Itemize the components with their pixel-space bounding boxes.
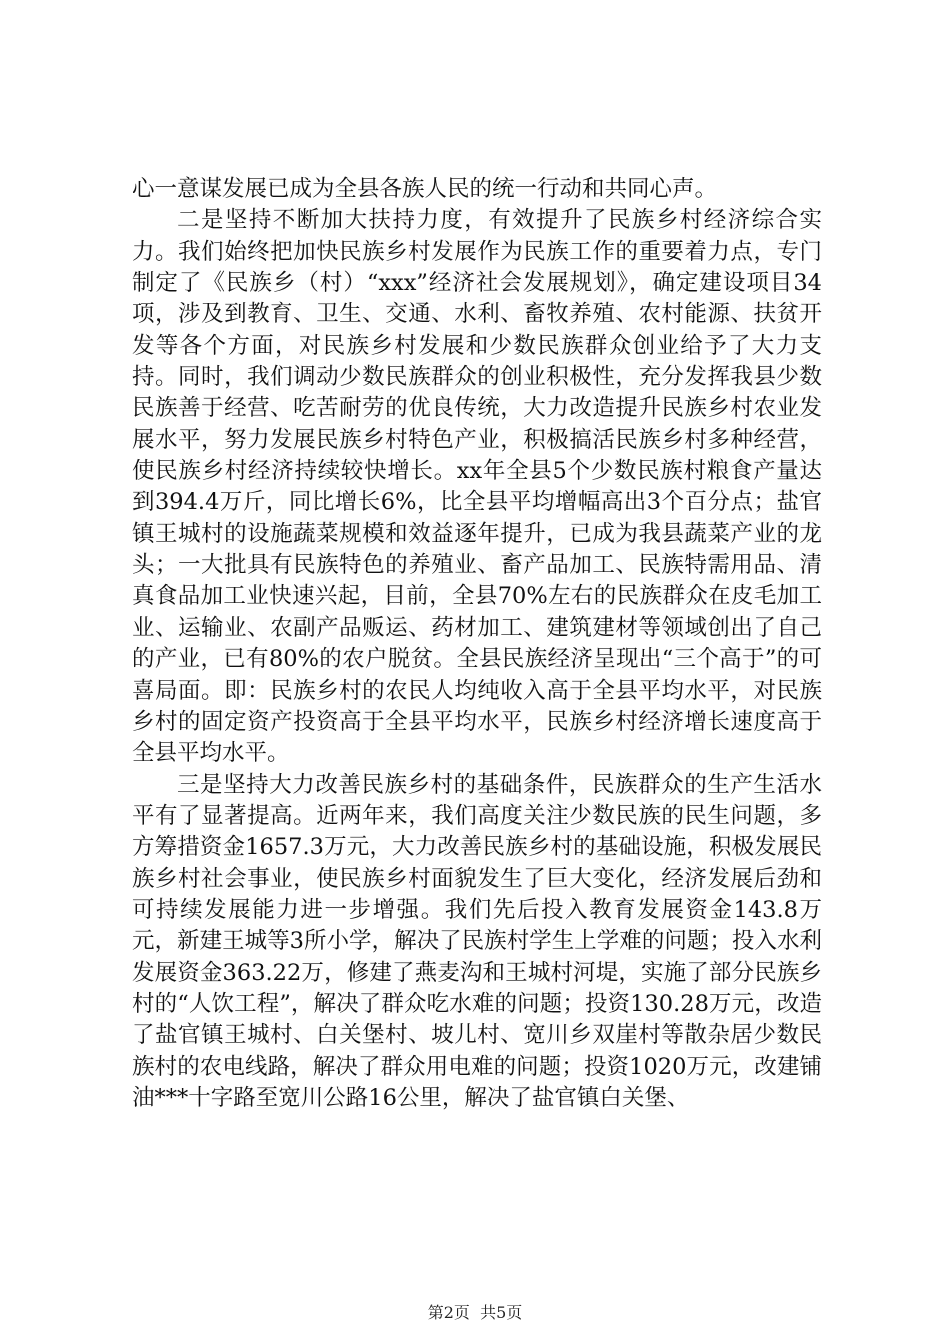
paragraph-continuation: 心一意谋发展已成为全县各族人民的统一行动和共同心声。 (132, 176, 718, 202)
paragraph-economic-strength: 二是坚持不断加大扶持力度，有效提升了民族乡村经济综合实力。我们始终把加快民族乡村发展作为民族工作的重要着力点，专门制定了《民族乡（村）“xxx”经济社会发展规划》，确定建设项目34项，涉及到教育、卫生、交通、水利、畜牧养殖、农村能源、扶贫开发等各个方面，对民族乡村发展和少数民族群众创业给予了大力支持。同时，我们调动少数民族群众的创业积极性，充分发挥我县少数民族善于经营、吃苦耐劳的优良传统，大力改造提升民族乡村农业发展水平，努力发展民族乡村特色产业，积极搞活民族乡村多种经营，使民族乡村经济持续较快增长。xx年全县5个少数民族村粮食产量达到394.4万斤，同比增长6%，比全县平均增幅高出3个百分点；盐官镇王城村的设施蔬菜规模和效益逐年提升，已成为我县蔬菜产业的龙头；一大批具有民族特色的养殖业、畜产品加工、民族特需用品、清真食品加工业快速兴起，目前，全县70%左右的民族群众在皮毛加工业、运输业、农副产品贩运、药材加工、建筑建材等领域创出了自己的产业，已有80%的农户脱贫。全县民族经济呈现出“三个高于”的可喜局面。即：民族乡村的农民人均纯收入高于全县平均水平，对民族乡村的固定资产投资高于全县平均水平，民族乡村经济增长速度高于全县平均水平。 (132, 207, 822, 767)
paragraph-infrastructure: 三是坚持大力改善民族乡村的基础条件，民族群众的生产生活水平有了显著提高。近两年来，我们高度关注少数民族的民生问题，多方筹措资金1657.3万元，大力改善民族乡村的基础设施，积极发展民族乡村社会事业，使民族乡村面貌发生了巨大变化，经济发展后劲和可持续发展能力进一步增强。我们先后投入教育发展资金143.8万元，新建王城等3所小学，解决了民族村学生上学难的问题；投入水利发展资金363.22万，修建了燕麦沟和王城村河堤，实施了部分民族乡村的“人饮工程”，解决了群众吃水难的问题；投资130.28万元，改造了盐官镇王城村、白关堡村、坡儿村、宽川乡双崖村等散杂居少数民族村的农电线路，解决了群众用电难的问题；投资1020万元，改建铺油***十字路至宽川公路16公里，解决了盐官镇白关堡、 (132, 771, 822, 1111)
document-body (132, 174, 822, 1114)
page-number-footer: 第2页 共5页 (427, 1303, 523, 1322)
